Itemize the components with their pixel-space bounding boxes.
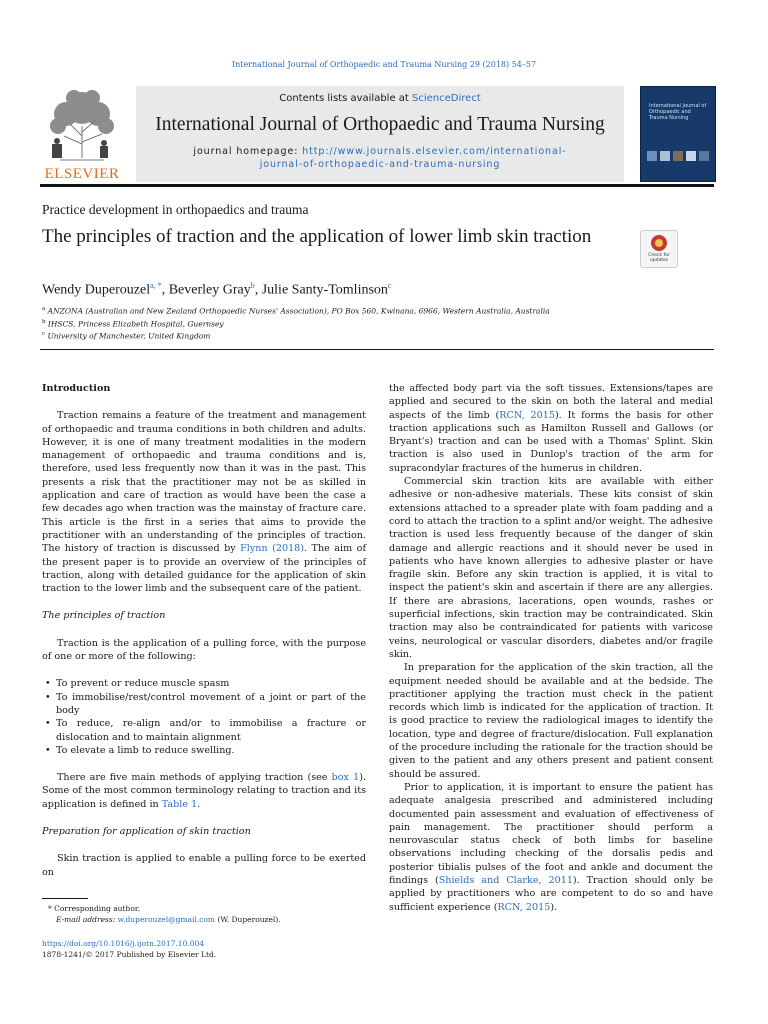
contents-prefix: Contents lists available at [279,93,409,104]
journal-banner [136,86,624,182]
elsevier-tree-icon [40,86,124,164]
paragraph [389,382,713,475]
author-affil-mark[interactable]: b [250,281,255,290]
subsection-heading: The principles of traction [42,610,166,622]
text-run: . The aim of the present paper is to provide an overview of the principles of traction, along with detailed guidance for the application of skin traction to the lower limb and the subsequent care of the patient. [42,543,366,595]
contents-line [136,93,624,104]
affiliation-item [42,317,550,330]
email-link[interactable]: w.duperouzel@gmail.com [117,915,216,924]
author-name[interactable]: Wendy Duperouzel [42,282,151,298]
email-label: E-mail address: [56,915,116,924]
author-affil-mark[interactable]: a, * [150,281,162,290]
affiliation-item [42,304,550,317]
text-run: ). [550,901,558,913]
author-list [42,281,391,299]
citation-link[interactable]: RCN, 2015 [499,409,555,421]
author-affil-mark[interactable]: c [387,281,392,290]
author-name[interactable]: Beverley Gray [168,282,251,298]
doi-block [42,938,216,960]
paragraph [42,771,366,811]
body-column-left [42,382,366,879]
cover-photo-strip-icon [647,151,709,161]
header-divider [40,184,714,187]
sciencedirect-link[interactable]: ScienceDirect [412,93,481,104]
paragraph [42,409,366,595]
footnote-mark: * [48,904,52,913]
affiliation-mark: c [42,331,46,337]
affiliation-text: University of Manchester, United Kingdom [47,331,211,341]
footnote-divider [42,898,88,899]
homepage-label: journal homepage: [193,146,299,157]
article-title: The principles of traction and the application of lower limb skin traction [42,226,592,247]
journal-reference[interactable]: International Journal of Orthopaedic and Trauma Nursing 29 (2018) 54–57 [231,60,537,69]
citation-link[interactable]: Shields and Clarke, 2011 [438,874,573,886]
citation-link[interactable]: RCN, 2015 [497,901,551,913]
list-item: • To prevent or reduce muscle spasm [42,677,366,690]
check-for-updates-button[interactable] [640,230,678,268]
journal-title: International Journal of Orthopaedic and Trauma Nursing [155,114,605,135]
affiliation-text: ANZONA (Australian and New Zealand Orthopaedic Nurses' Association), PO Box 560, Kwinana, 6966, Western Australia, Australia [47,306,550,316]
author-separator: , [161,282,169,298]
section-heading: Introduction [42,383,111,394]
citation-link[interactable]: Flynn (2018) [240,543,305,555]
footnote [42,903,281,925]
footnote-text: Corresponding author. [54,904,141,913]
author-name[interactable]: Julie Santy-Tomlinson [261,282,388,298]
table-link[interactable]: Table 1 [161,798,198,810]
box-link[interactable]: box 1 [331,772,360,784]
paragraph: Skin traction is applied to enable a pulling force to be exerted on [42,853,366,878]
text-run: Prior to application, it is important to ensure the patient has adequate analgesia prescribed and administered including documented pain assessment and evaluation of effectiveness of pain management. The practitioner should perform a neurovascular status check of both limbs for baseline observations including checking of the dorsalis pedis and posterior tibialis pulses of the foot and ankle and document the findings ( [389,781,713,886]
affiliation-item [42,329,550,342]
homepage-link[interactable]: http://www.journals.elsevier.com/international- [302,146,567,157]
doi-link[interactable]: https://doi.org/10.1016/j.ijotn.2017.10.004 [42,939,205,948]
list-item: • To elevate a limb to reduce swelling. [42,744,366,757]
list-item: • To immobilise/rest/control movement of a joint or part of the body [42,691,366,718]
paragraph: Traction is the application of a pulling force, with the purpose of one or more of the following: [42,637,366,663]
author-separator: , [254,282,262,298]
paragraph: In preparation for the application of the skin traction, all the equipment needed should be available and at the bedside. The practitioner applying the traction must check in the patient records which limb is indicated for the application of traction. It is good practice to review the radiological images to identify the location, type and degree of fracture/dislocation. Full explanation of the procedure including the rationale for the traction should be given to the patient and any others present and patient consent should be assured. [389,662,713,780]
body-column-right [389,382,713,914]
cover-title: International Journal of Orthopaedic and Trauma Nursing [649,103,707,121]
list-item: • To reduce, re-align and/or to immobilise a fracture or dislocation and to maintain alignment [42,717,366,744]
homepage-link-cont[interactable]: journal-of-orthopaedic-and-trauma-nursing [259,159,501,170]
subsection-heading: Preparation for application of skin traction [42,826,251,838]
text-run: Traction remains a feature of the treatment and management of orthopaedic and trauma conditions in both children and adults. However, it is one of many treatment modalities in the modern management of orthopaedic and trauma conditions and is, therefore, used less frequently now than it was in the past. This presents a risk that the practitioner may not be as skilled in application and care of traction as would have been the case a few decades ago when traction was the mainstay of fracture care. This article is the first in a series that aims to provide the practitioner with an understanding of the principles of traction. The history of traction is discussed by [42,410,366,555]
crossmark-label: Check for updates [648,253,670,263]
text-run: ). Traction should only be applied by practitioners who are competent to do so and have sufficient experience ( [389,874,713,913]
copyright-line: 1878-1241/© 2017 Published by Elsevier Ltd. [42,950,217,959]
article-section: Practice development in orthopaedics and trauma [42,202,309,217]
affiliations [42,304,550,342]
paragraph [389,781,713,914]
elsevier-wordmark: ELSEVIER [44,166,120,182]
journal-homepage [156,145,604,171]
abstract-divider [40,349,714,350]
elsevier-logo[interactable] [40,86,124,182]
journal-header [40,86,714,182]
bullet-list [42,677,366,757]
text-run: ). Some of the most common terminology relating to traction and its application is defined in [42,772,366,810]
affiliation-text: IHSCS, Princess Elizabeth Hospital, Guernsey [47,319,224,328]
text-run: . [197,798,201,810]
text-run: the affected body part via the soft tissues. Extensions/tapes are applied and secured to the skin on both the lateral and medial aspects of the limb ( [389,383,713,421]
footnote-corresponding [42,903,281,914]
footnote-email [42,914,281,925]
email-owner: (W. Duperouzel). [217,915,281,924]
affiliation-mark: b [42,318,46,325]
journal-cover-thumbnail[interactable] [640,86,716,182]
text-run: There are five main methods of applying traction (see [57,772,332,784]
affiliation-mark: a [42,306,46,312]
text-run: ). It forms the basis for other traction applications such as Hamilton Russell and Gallows (or Bryant's) traction and can be used with a Thomas' Splint. Skin traction is also used in Dunlop's traction of the arm for supracondylar fractures of the humerus in children. [389,409,713,474]
paragraph: Commercial skin traction kits are available with either adhesive or non-adhesive materials. These kits consist of skin extensions attached to a spreader plate with foam padding and a cord to attach the traction to a splint and/or weight. The adhesive traction is used less frequently because of the danger of skin damage and allergic reactions and it should never be used in patients who have known allergies to adhesive plaster or have fragile skin. Before any skin traction is applied, it is vital to inspect the patient's skin and ascertain if there are any allergies. If there are abrasions, lacerations, open wounds, rashes or superficial infections, skin traction may be contraindicated. Skin traction may also be contraindicated for patients with varicose veins, neurological or vascular disorders, diabetes and/or fragile skin. [389,476,713,660]
crossmark-icon [651,235,667,251]
